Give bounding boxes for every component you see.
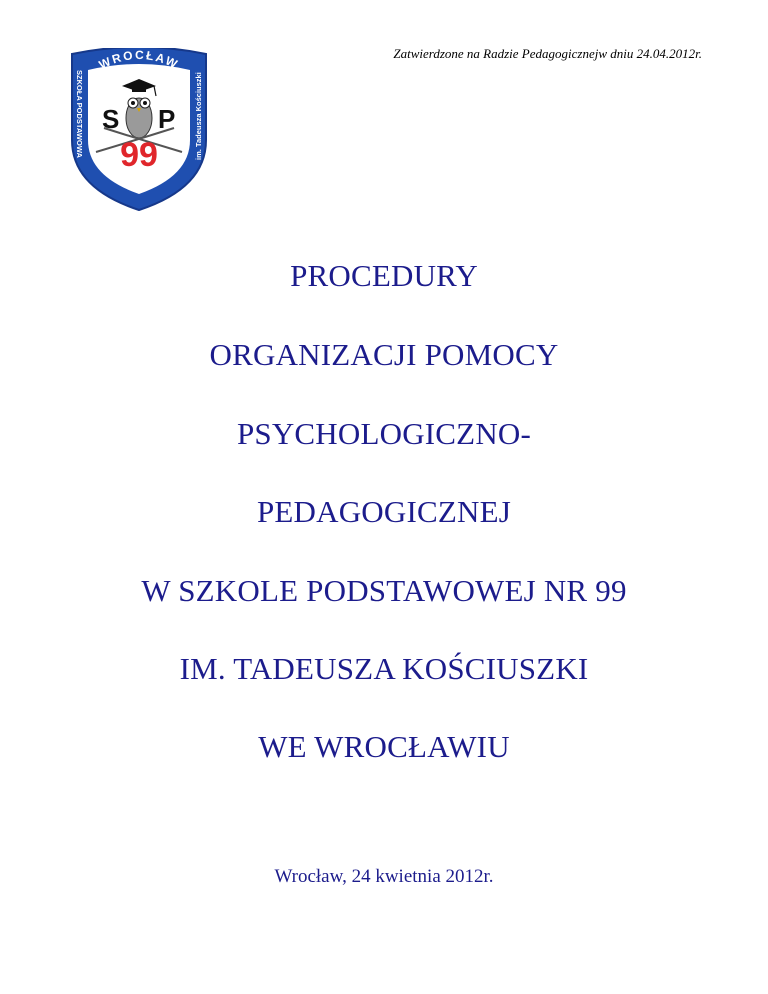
logo-letter-s: S bbox=[102, 104, 120, 134]
title-line-2: ORGANIZACJI POMOCY bbox=[209, 337, 559, 372]
logo-right-text: im. Tadeusza Kościuszki bbox=[194, 72, 203, 160]
place-date: Wrocław, 24 kwietnia 2012r. bbox=[274, 866, 494, 887]
school-logo bbox=[66, 48, 212, 214]
title-line-7: WE WROCŁAWIU bbox=[258, 729, 510, 764]
approval-note: Zatwierdzone na Radzie Pedagogicznejw dniu 24.04.2012r. bbox=[393, 46, 702, 61]
title-line-5: W SZKOLE PODSTAWOWEJ NR 99 bbox=[141, 573, 627, 608]
logo-top-text: WROCŁAW bbox=[96, 48, 182, 72]
title-line-4: PEDAGOGICZNEJ bbox=[256, 494, 512, 529]
title-line-1: PROCEDURY bbox=[290, 258, 478, 293]
logo-left-text: SZKOŁA PODSTAWOWA bbox=[75, 70, 84, 158]
title-line-3: PSYCHOLOGICZNO- bbox=[236, 416, 532, 451]
logo-number: 99 bbox=[120, 136, 158, 174]
title-line-6: IM. TADEUSZA KOŚCIUSZKI bbox=[179, 651, 589, 686]
logo-letter-p: P bbox=[158, 104, 176, 134]
